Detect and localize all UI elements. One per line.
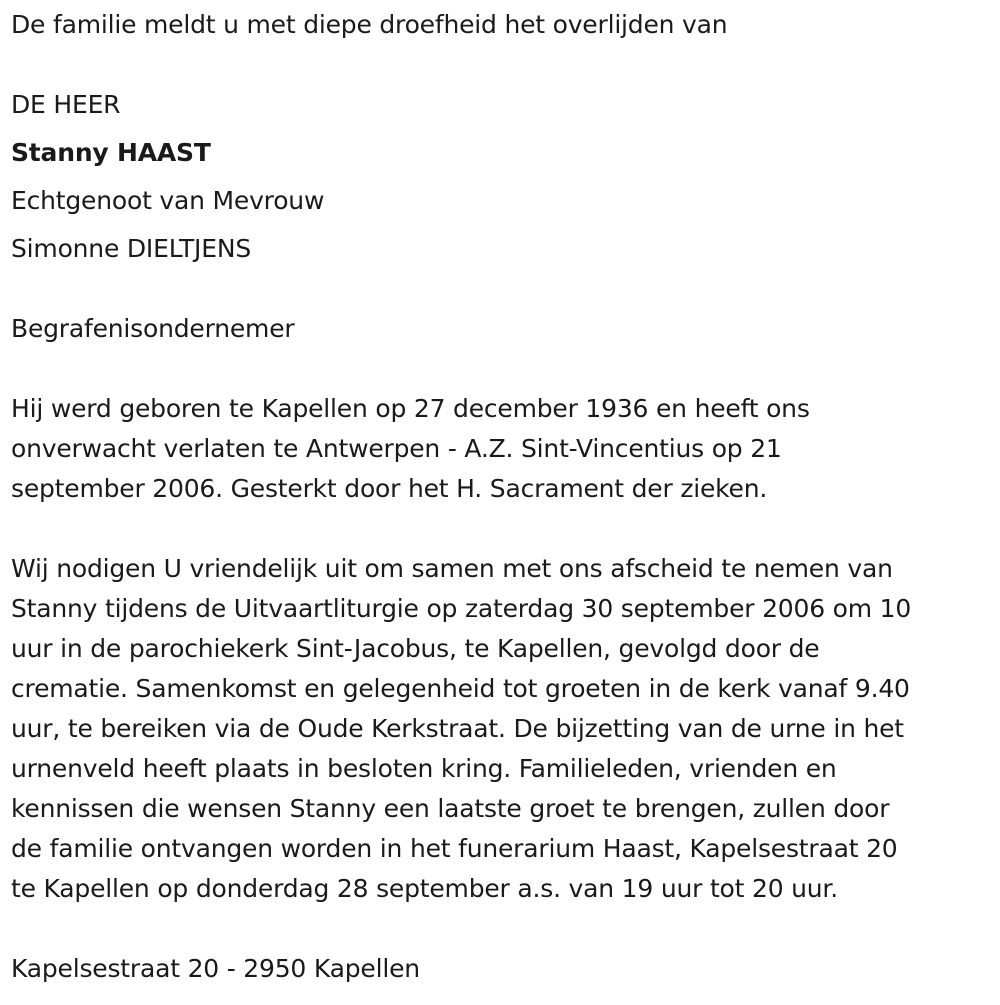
address: Kapelsestraat 20 - 2950 Kapellen [11,954,420,983]
paragraph-line: urnenveld heeft plaats in besloten kring. Familieleden, vrienden en [11,754,837,783]
paragraph-line: Wij nodigen U vriendelijk uit om samen met ons afscheid te nemen van [11,554,893,583]
paragraph-line: onverwacht verlaten te Antwerpen - A.Z. Sint-Vincentius op 21 [11,434,782,463]
paragraph-line: Stanny tijdens de Uitvaartliturgie op zaterdag 30 september 2006 om 10 [11,594,912,623]
invitation-paragraph [11,549,911,909]
intro-text: De familie meldt u met diepe droefheid het overlijden van [11,10,728,39]
paragraph-line: kennissen die wensen Stanny een laatste groet te brengen, zullen door [11,794,890,823]
paragraph-line: uur in de parochiekerk Sint-Jacobus, te Kapellen, gevolgd door de [11,634,820,663]
honorific-title: DE HEER [11,90,121,119]
paragraph-line: crematie. Samenkomst en gelegenheid tot groeten in de kerk vanaf 9.40 [11,674,910,703]
birth-death-paragraph [11,389,810,509]
deceased-name: Stanny HAAST [11,138,211,167]
paragraph-line: september 2006. Gesterkt door het H. Sacrament der zieken. [11,474,768,503]
spouse-line-2: Simonne DIELTJENS [11,234,251,263]
paragraph-line: de familie ontvangen worden in het funerarium Haast, Kapelsestraat 20 [11,834,898,863]
occupation: Begrafenisondernemer [11,314,295,343]
spouse-line-1: Echtgenoot van Mevrouw [11,186,325,215]
paragraph-line: Hij werd geboren te Kapellen op 27 december 1936 en heeft ons [11,394,810,423]
paragraph-line: te Kapellen op donderdag 28 september a.s. van 19 uur tot 20 uur. [11,874,838,903]
paragraph-line: uur, te bereiken via de Oude Kerkstraat. De bijzetting van de urne in het [11,714,904,743]
